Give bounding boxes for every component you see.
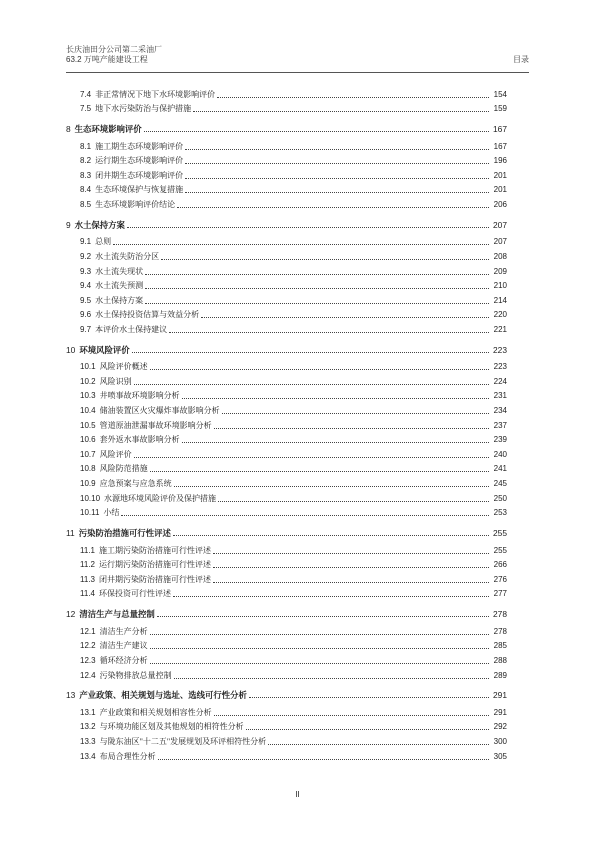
- toc-section-entry[interactable]: [66, 474, 507, 489]
- toc-dot-leader: [113, 243, 489, 245]
- toc-entry-number: 12.3: [80, 655, 96, 665]
- toc-entry-page: 214: [493, 295, 507, 305]
- toc-entry-page: 239: [493, 435, 507, 445]
- toc-dot-leader: [213, 581, 489, 583]
- toc-dot-leader: [134, 456, 489, 458]
- toc-section-entry[interactable]: [66, 100, 507, 115]
- toc-entry-page: 277: [493, 589, 507, 599]
- toc-entry-number: 10.5: [80, 420, 96, 430]
- toc-entry-number: 9.6: [80, 310, 92, 320]
- toc-entry-number: 11: [66, 527, 75, 538]
- toc-entry-title: 小结: [103, 508, 120, 518]
- toc-section-entry[interactable]: [66, 166, 507, 181]
- toc-entry-number: 7.4: [80, 89, 92, 99]
- toc-dot-leader: [213, 552, 489, 554]
- toc-dot-leader: [177, 206, 489, 208]
- toc-section-entry[interactable]: [66, 541, 507, 556]
- toc-entry-page: 278: [493, 626, 507, 636]
- toc-entry-page: 223: [493, 362, 507, 372]
- toc-entry-number: 12.1: [80, 626, 96, 636]
- toc-chapter-entry[interactable]: [66, 340, 507, 355]
- toc-entry-page: 266: [493, 560, 507, 570]
- toc-entry-number: 10.7: [80, 449, 96, 459]
- toc-entry-page: 288: [493, 655, 507, 665]
- toc-entry-title: 水土保持投资估算与效益分析: [95, 310, 200, 320]
- toc-section-entry[interactable]: [66, 233, 507, 248]
- toc-dot-leader: [185, 177, 489, 179]
- toc-entry-number: 9.4: [80, 281, 92, 291]
- toc-entry-title: 非正常情况下地下水环境影响评价: [95, 89, 216, 99]
- toc-entry-number: 9.1: [80, 237, 92, 247]
- toc-entry-page: 250: [493, 493, 507, 503]
- toc-dot-leader: [214, 714, 489, 716]
- toc-entry-number: 11.2: [80, 560, 95, 570]
- toc-entry-number: 13: [66, 690, 76, 701]
- toc-entry-page: 224: [493, 376, 507, 386]
- toc-dot-leader: [218, 500, 489, 502]
- toc-section-entry[interactable]: [66, 651, 507, 666]
- toc-entry-number: 12.4: [80, 670, 96, 680]
- toc-dot-leader: [150, 633, 489, 635]
- toc-dot-leader: [268, 743, 489, 745]
- toc-entry-number: 10.4: [80, 406, 96, 416]
- toc-entry-title: 清洁生产与总量控制: [79, 609, 155, 620]
- toc-dot-leader: [222, 412, 489, 414]
- toc-section-entry[interactable]: [66, 262, 507, 277]
- toc-entry-title: 管道原油泄漏事故环境影响分析: [99, 420, 212, 430]
- toc-entry-title: 水土保持方案: [74, 219, 125, 230]
- toc-section-entry[interactable]: [66, 460, 507, 475]
- toc-entry-title: 清洁生产建议: [99, 641, 148, 651]
- toc-entry-number: 10.2: [80, 376, 96, 386]
- page-number: II: [295, 790, 300, 799]
- toc-section-entry[interactable]: [66, 718, 507, 733]
- toc-entry-title: 本评价水土保持建议: [95, 324, 168, 334]
- header-org: 长庆油田分公司第二采油厂: [66, 45, 162, 54]
- toc-entry-page: 207: [493, 219, 507, 230]
- toc-entry-title: 风险识别: [99, 376, 132, 386]
- toc-entry-number: 11.3: [80, 574, 95, 584]
- header-divider: [66, 72, 529, 73]
- toc-dot-leader: [127, 226, 489, 228]
- toc-dot-leader: [150, 470, 489, 472]
- toc-entry-title: 布局合理性分析: [99, 751, 156, 761]
- toc-dot-leader: [157, 615, 489, 617]
- toc-chapter-entry[interactable]: [66, 215, 507, 230]
- toc-entry-number: 10.11: [80, 508, 100, 518]
- toc-dot-leader: [145, 273, 489, 275]
- toc-section-entry[interactable]: [66, 358, 507, 373]
- toc-dot-leader: [174, 677, 489, 679]
- toc-entry-number: 9.2: [80, 251, 92, 261]
- toc-entry-number: 10: [66, 344, 76, 355]
- toc-entry-page: 237: [493, 420, 507, 430]
- toc-section-entry[interactable]: [66, 445, 507, 460]
- toc-section-entry[interactable]: [66, 622, 507, 637]
- toc-entry-page: 305: [493, 751, 507, 761]
- toc-entry-title: 水土流失预测: [95, 281, 144, 291]
- toc-entry-title: 运行期生态环境影响评价: [95, 156, 184, 166]
- toc-section-entry[interactable]: [66, 732, 507, 747]
- toc-entry-title: 施工期污染防治措施可行性评述: [98, 545, 211, 555]
- toc-entry-title: 产业政策、相关规划与选址、选线可行性分析: [79, 690, 247, 701]
- toc-section-entry[interactable]: [66, 195, 507, 210]
- toc-section-entry[interactable]: [66, 372, 507, 387]
- toc-entry-title: 生态环境影响评价: [74, 123, 142, 134]
- toc-entry-number: 9.5: [80, 295, 92, 305]
- toc-entry-title: 套外返水事故影响分析: [99, 435, 180, 445]
- toc-entry-page: 167: [493, 123, 507, 134]
- toc-entry-title: 储油装置区火灾爆炸事故影响分析: [99, 406, 220, 416]
- toc-dot-leader: [121, 514, 489, 516]
- toc-entry-number: 13.1: [80, 707, 96, 717]
- toc-entry-title: 闭井期污染防治措施可行性评述: [98, 574, 211, 584]
- toc-entry-page: 276: [493, 574, 507, 584]
- toc-entry-page: 201: [493, 170, 507, 180]
- toc-entry-title: 水土流失现状: [95, 266, 144, 276]
- toc-dot-leader: [144, 130, 489, 132]
- toc-chapter-entry[interactable]: [66, 119, 507, 134]
- toc-entry-title: 运行期污染防治措施可行性评述: [98, 560, 211, 570]
- toc-dot-leader: [217, 96, 489, 98]
- toc-entry-title: 污染防治措施可行性评述: [78, 527, 171, 538]
- toc-entry-title: 闭井期生态环境影响评价: [95, 170, 184, 180]
- toc-entry-page: 253: [493, 508, 507, 518]
- toc-entry-page: 255: [493, 545, 507, 555]
- toc-entry-title: 循环经济分析: [99, 655, 148, 665]
- toc-entry-number: 10.8: [80, 464, 96, 474]
- toc-dot-leader: [246, 728, 489, 730]
- toc-entry-title: 污染物排放总量控制: [99, 670, 172, 680]
- toc-dot-leader: [214, 427, 489, 429]
- toc-entry-number: 13.4: [80, 751, 96, 761]
- toc-chapter-entry[interactable]: [66, 686, 507, 701]
- toc-dot-leader: [174, 485, 489, 487]
- toc-dot-leader: [182, 397, 489, 399]
- toc-entry-page: 291: [493, 690, 507, 701]
- toc-section-entry[interactable]: [66, 401, 507, 416]
- toc-entry-number: 9.7: [80, 324, 92, 334]
- toc-section-entry[interactable]: [66, 416, 507, 431]
- toc-entry-number: 12.2: [80, 641, 96, 651]
- toc-entry-title: 生态环境保护与恢复措施: [95, 185, 184, 195]
- toc-entry-number: 8.4: [80, 185, 92, 195]
- toc-dot-leader: [158, 758, 489, 760]
- page-header: [66, 45, 529, 73]
- toc-entry-page: 245: [493, 479, 507, 488]
- toc-section-entry[interactable]: [66, 306, 507, 321]
- toc-section-entry[interactable]: [66, 637, 507, 652]
- toc-entry-number: 11.1: [80, 545, 95, 555]
- toc-entry-number: 11.4: [80, 589, 95, 599]
- toc-entry-number: 10.6: [80, 435, 96, 445]
- toc-entry-page: 206: [493, 199, 507, 209]
- toc-dot-leader: [134, 383, 489, 385]
- toc-entry-title: 井喷事故环境影响分析: [99, 391, 180, 401]
- toc-entry-number: 8.5: [80, 199, 92, 209]
- toc-entry-number: 8: [66, 123, 71, 134]
- toc-chapter-entry[interactable]: [66, 523, 507, 538]
- toc-section-entry[interactable]: [66, 152, 507, 167]
- toc-entry-page: 196: [493, 156, 507, 166]
- toc-entry-page: 167: [493, 141, 507, 151]
- toc-section-entry[interactable]: [66, 137, 507, 152]
- toc-entry-page: 300: [493, 737, 507, 747]
- toc-dot-leader: [169, 331, 489, 333]
- toc-entry-number: 10.1: [80, 362, 96, 372]
- toc-entry-page: 234: [493, 406, 507, 416]
- toc-section-entry[interactable]: [66, 703, 507, 718]
- toc-section-entry[interactable]: [66, 585, 507, 600]
- header-section: 目录: [513, 55, 529, 64]
- toc-entry-title: 与陇东油区"十二五"发展规划及环评相符性分析: [99, 737, 267, 747]
- toc-section-entry[interactable]: [66, 556, 507, 571]
- toc-entry-number: 9: [66, 219, 71, 230]
- toc-entry-page: 210: [493, 281, 507, 291]
- header-line2: [66, 55, 529, 65]
- toc-entry-title: 水土流失防治分区: [95, 251, 160, 261]
- toc-dot-leader: [185, 148, 489, 150]
- header-project: 63.2 万吨产能建设工程: [66, 55, 148, 64]
- toc-entry-number: 10.9: [80, 479, 96, 488]
- table-of-contents: [66, 85, 507, 762]
- toc-entry-page: 201: [493, 185, 507, 195]
- toc-entry-title: 环保投资可行性评述: [98, 589, 171, 599]
- toc-entry-number: 13.2: [80, 722, 96, 732]
- toc-dot-leader: [150, 662, 489, 664]
- toc-section-entry[interactable]: [66, 570, 507, 585]
- toc-entry-page: 208: [493, 251, 507, 261]
- toc-section-entry[interactable]: [66, 666, 507, 681]
- toc-section-entry[interactable]: [66, 291, 507, 306]
- toc-dot-leader: [173, 534, 489, 536]
- toc-dot-leader: [161, 258, 489, 260]
- toc-entry-title: 风险防范措施: [99, 464, 148, 474]
- toc-entry-page: 159: [493, 104, 507, 114]
- toc-dot-leader: [173, 595, 489, 597]
- toc-entry-title: 生态环境影响评价结论: [95, 199, 176, 209]
- toc-entry-page: 221: [493, 324, 507, 334]
- toc-entry-number: 8.1: [80, 141, 92, 151]
- toc-entry-number: 12: [66, 609, 76, 620]
- toc-section-entry[interactable]: [66, 387, 507, 402]
- toc-entry-page: 207: [493, 237, 507, 247]
- toc-entry-title: 水土保持方案: [95, 295, 144, 305]
- toc-entry-page: 240: [493, 449, 507, 459]
- toc-entry-page: 285: [493, 641, 507, 651]
- toc-entry-page: 289: [493, 670, 507, 680]
- toc-entry-page: 223: [493, 344, 507, 355]
- toc-chapter-entry[interactable]: [66, 605, 507, 620]
- toc-entry-title: 风险评价: [99, 449, 132, 459]
- toc-entry-number: 10.3: [80, 391, 96, 401]
- toc-section-entry[interactable]: [66, 320, 507, 335]
- toc-dot-leader: [213, 566, 489, 568]
- toc-entry-page: 291: [493, 707, 507, 717]
- toc-entry-page: 278: [493, 609, 507, 620]
- toc-entry-number: 7.5: [80, 104, 92, 114]
- toc-entry-title: 产业政策和相关规划相容性分析: [99, 707, 212, 717]
- toc-dot-leader: [201, 316, 489, 318]
- toc-entry-number: 8.2: [80, 156, 92, 166]
- toc-entry-title: 总则: [95, 237, 112, 247]
- toc-dot-leader: [185, 162, 489, 164]
- toc-entry-page: 292: [493, 722, 507, 732]
- toc-dot-leader: [145, 302, 489, 304]
- toc-entry-title: 水源地环境风险评价及保护措施: [104, 493, 217, 503]
- toc-entry-title: 风险评价概述: [99, 362, 148, 372]
- toc-section-entry[interactable]: [66, 489, 507, 504]
- toc-dot-leader: [150, 647, 489, 649]
- toc-dot-leader: [249, 696, 489, 698]
- toc-dot-leader: [182, 441, 489, 443]
- toc-entry-page: 241: [493, 464, 507, 474]
- toc-dot-leader: [145, 287, 489, 289]
- toc-section-entry[interactable]: [66, 747, 507, 762]
- toc-dot-leader: [150, 368, 489, 370]
- toc-entry-number: 13.3: [80, 737, 96, 747]
- toc-entry-number: 9.3: [80, 266, 92, 276]
- toc-entry-title: 与环境功能区划及其他规划的相符性分析: [99, 722, 244, 732]
- toc-dot-leader: [132, 351, 489, 353]
- toc-entry-title: 施工期生态环境影响评价: [95, 141, 184, 151]
- toc-section-entry[interactable]: [66, 85, 507, 100]
- toc-entry-page: 231: [493, 391, 507, 401]
- toc-entry-title: 清洁生产分析: [99, 626, 148, 636]
- toc-entry-title: 环境风险评价: [79, 344, 130, 355]
- toc-entry-title: 地下水污染防治与保护措施: [95, 104, 192, 114]
- toc-section-entry[interactable]: [66, 431, 507, 446]
- toc-entry-page: 154: [493, 89, 507, 99]
- toc-entry-page: 209: [493, 266, 507, 276]
- toc-dot-leader: [185, 191, 489, 193]
- toc-section-entry[interactable]: [66, 277, 507, 292]
- toc-section-entry[interactable]: [66, 181, 507, 196]
- toc-dot-leader: [193, 110, 489, 112]
- toc-section-entry[interactable]: [66, 504, 507, 519]
- toc-entry-number: 10.10: [80, 493, 101, 503]
- toc-entry-page: 220: [493, 310, 507, 320]
- toc-entry-page: 255: [493, 527, 507, 538]
- toc-entry-title: 应急预案与应急系统: [99, 479, 172, 488]
- toc-entry-number: 8.3: [80, 170, 92, 180]
- toc-section-entry[interactable]: [66, 247, 507, 262]
